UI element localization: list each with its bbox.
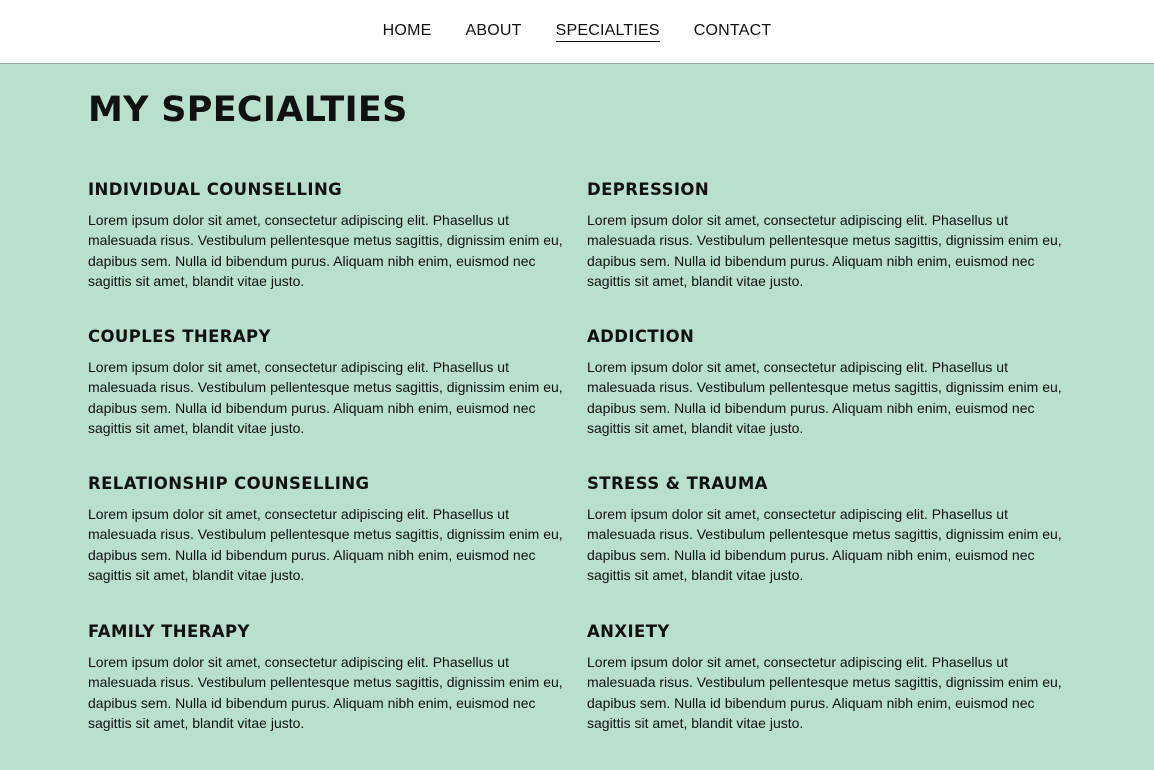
- nav-item-home: [383, 21, 432, 42]
- specialty-description: Lorem ipsum dolor sit amet, consectetur adipiscing elit. Phasellus ut malesuada risus. Vestibulum pellentesque metus sagittis, dignissim enim eu, dapibus sem. Nulla id bibendum purus. Aliquam nibh enim, euismod nec sagittis sit amet, blandit vitae justo.: [587, 506, 1062, 583]
- specialty-description: Lorem ipsum dolor sit amet, consectetur adipiscing elit. Phasellus ut malesuada risus. Vestibulum pellentesque metus sagittis, dignissim enim eu, dapibus sem. Nulla id bibendum purus. Aliquam nibh enim, euismod nec sagittis sit amet, blandit vitae justo.: [587, 212, 1062, 289]
- specialty-description: Lorem ipsum dolor sit amet, consectetur adipiscing elit. Phasellus ut malesuada risus. Vestibulum pellentesque metus sagittis, dignissim enim eu, dapibus sem. Nulla id bibendum purus. Aliquam nibh enim, euismod nec sagittis sit amet, blandit vitae justo.: [88, 506, 563, 583]
- specialty-relationship-counselling: [88, 473, 568, 585]
- specialty-heading: ANXIETY: [587, 622, 670, 641]
- specialty-heading: COUPLES THERAPY: [88, 327, 271, 346]
- specialty-heading: ADDICTION: [587, 327, 695, 346]
- specialty-description: Lorem ipsum dolor sit amet, consectetur adipiscing elit. Phasellus ut malesuada risus. Vestibulum pellentesque metus sagittis, dignissim enim eu, dapibus sem. Nulla id bibendum purus. Aliquam nibh enim, euismod nec sagittis sit amet, blandit vitae justo.: [587, 654, 1062, 731]
- nav-link-contact[interactable]: CONTACT: [693, 22, 772, 39]
- nav-item-contact: [694, 21, 772, 42]
- nav-item-specialties: [556, 21, 660, 42]
- specialty-heading: STRESS & TRAUMA: [587, 474, 768, 493]
- specialty-addiction: [587, 326, 1067, 438]
- specialty-description: Lorem ipsum dolor sit amet, consectetur adipiscing elit. Phasellus ut malesuada risus. Vestibulum pellentesque metus sagittis, dignissim enim eu, dapibus sem. Nulla id bibendum purus. Aliquam nibh enim, euismod nec sagittis sit amet, blandit vitae justo.: [88, 359, 563, 436]
- specialty-heading: INDIVIDUAL COUNSELLING: [88, 180, 343, 199]
- specialty-depression: [587, 179, 1067, 291]
- specialty-description: Lorem ipsum dolor sit amet, consectetur adipiscing elit. Phasellus ut malesuada risus. Vestibulum pellentesque metus sagittis, dignissim enim eu, dapibus sem. Nulla id bibendum purus. Aliquam nibh enim, euismod nec sagittis sit amet, blandit vitae justo.: [587, 359, 1062, 436]
- specialty-individual-counselling: [88, 179, 568, 291]
- top-navigation: [0, 0, 1154, 64]
- specialty-family-therapy: [88, 621, 568, 733]
- nav-menu: [0, 21, 1154, 42]
- specialty-heading: FAMILY THERAPY: [88, 622, 250, 641]
- nav-link-specialties[interactable]: SPECIALTIES: [556, 21, 660, 42]
- nav-link-home[interactable]: HOME: [382, 22, 432, 39]
- specialty-description: Lorem ipsum dolor sit amet, consectetur adipiscing elit. Phasellus ut malesuada risus. Vestibulum pellentesque metus sagittis, dignissim enim eu, dapibus sem. Nulla id bibendum purus. Aliquam nibh enim, euismod nec sagittis sit amet, blandit vitae justo.: [88, 212, 563, 289]
- specialty-description: Lorem ipsum dolor sit amet, consectetur adipiscing elit. Phasellus ut malesuada risus. Vestibulum pellentesque metus sagittis, dignissim enim eu, dapibus sem. Nulla id bibendum purus. Aliquam nibh enim, euismod nec sagittis sit amet, blandit vitae justo.: [88, 654, 563, 731]
- specialty-stress-trauma: [587, 473, 1067, 585]
- specialty-heading: RELATIONSHIP COUNSELLING: [88, 474, 370, 493]
- nav-link-about[interactable]: ABOUT: [465, 22, 522, 39]
- nav-item-about: [465, 21, 521, 42]
- page-title: MY SPECIALTIES: [88, 90, 408, 130]
- specialty-anxiety: [587, 621, 1067, 733]
- specialty-heading: DEPRESSION: [587, 180, 710, 199]
- specialty-couples-therapy: [88, 326, 568, 438]
